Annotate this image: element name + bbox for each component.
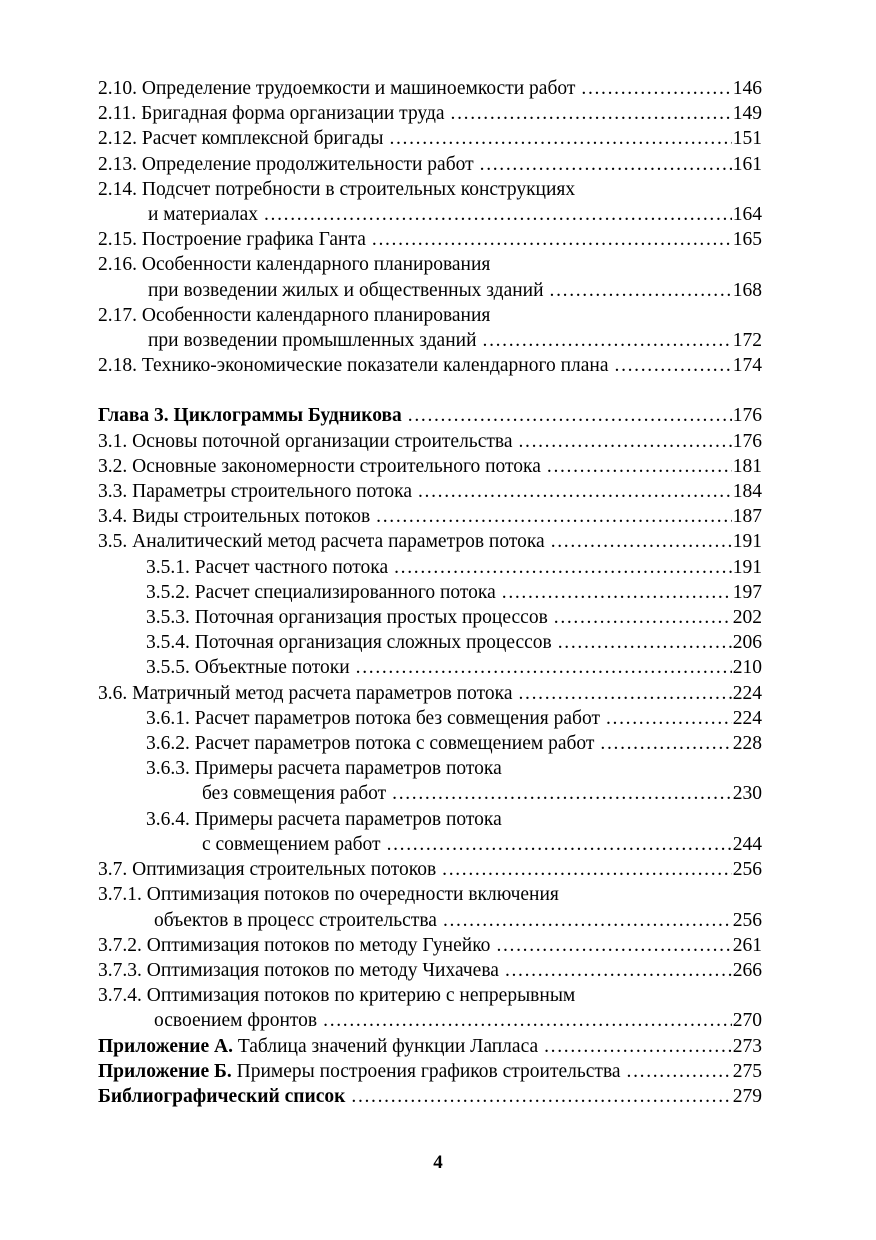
toc-entry-text: 3.5. Аналитический метод расчета параметров потока xyxy=(98,531,545,553)
toc-page-number: 256 xyxy=(732,859,762,881)
toc-entry-title xyxy=(154,1008,317,1033)
toc-entry-text: 3.6.3. Примеры расчета параметров потока xyxy=(146,758,502,780)
toc-page-number: 206 xyxy=(732,632,762,654)
toc-page-number: 184 xyxy=(732,481,762,503)
dot-leader xyxy=(264,202,732,227)
toc-entry[interactable] xyxy=(98,1034,762,1059)
toc-entry-text: 3.7.1. Оптимизация потоков по очередности включения xyxy=(98,884,559,906)
toc-entry[interactable] xyxy=(98,1084,762,1109)
toc-entry-text: 3.4. Виды строительных потоков xyxy=(98,506,371,528)
table-of-contents xyxy=(98,76,762,1109)
toc-entry-text: 2.15. Построение графика Ганта xyxy=(98,229,366,251)
toc-entry[interactable] xyxy=(98,731,762,756)
toc-entry-text: 2.18. Технико-экономические показатели календарного плана xyxy=(98,355,609,377)
dot-leader xyxy=(502,580,732,605)
toc-entry-text: 3.6.1. Расчет параметров потока без совмещения работ xyxy=(146,707,600,729)
toc-entry-title xyxy=(146,605,548,630)
dot-leader xyxy=(480,152,732,177)
toc-entry-text: 3.3. Параметры строительного потока xyxy=(98,481,412,503)
dot-leader xyxy=(581,76,731,101)
toc-page-number: 151 xyxy=(732,128,762,150)
toc-entry[interactable] xyxy=(98,429,762,454)
toc-entry-title xyxy=(98,958,499,983)
toc-entry-title xyxy=(98,479,412,504)
toc-entry[interactable] xyxy=(98,958,762,983)
toc-entry-title xyxy=(98,504,370,529)
toc-entry-title xyxy=(98,101,445,126)
toc-entry-bold-label: Библиографический список xyxy=(98,1085,346,1107)
toc-page-number: 168 xyxy=(732,279,762,301)
toc-entry-text: 3.2. Основные закономерности строительного потока xyxy=(98,455,541,477)
toc-entry-text: Таблица значений функции Лапласа xyxy=(232,1035,539,1057)
toc-entry-title xyxy=(98,353,609,378)
toc-entry[interactable] xyxy=(98,706,762,731)
toc-page-number: 244 xyxy=(732,833,762,855)
toc-entry-text: 3.6. Матричный метод расчета параметров потока xyxy=(98,682,513,704)
toc-entry-title xyxy=(146,655,350,680)
toc-entry-text: 2.11. Бригадная форма организации труда xyxy=(98,103,445,125)
toc-page-number: 270 xyxy=(732,1010,762,1032)
toc-page-number: 172 xyxy=(732,330,762,352)
toc-entry-text: 3.6.4. Примеры расчета параметров потока xyxy=(146,808,502,830)
toc-entry-bold-label: Приложение А. xyxy=(98,1035,233,1057)
toc-entry-text: объектов в процесс строительства xyxy=(154,909,437,931)
dot-leader xyxy=(356,655,732,680)
toc-entry-text: 2.14. Подсчет потребности в строительных конструкциях xyxy=(98,178,576,200)
dot-leader xyxy=(547,454,732,479)
toc-entry-title xyxy=(98,857,436,882)
toc-entry-title xyxy=(146,555,388,580)
dot-leader xyxy=(496,933,731,958)
toc-entry-title xyxy=(146,706,600,731)
toc-entry-text: и материалах xyxy=(148,204,258,226)
toc-entry-title xyxy=(98,403,402,428)
toc-entry-title xyxy=(98,681,513,706)
toc-entry-title xyxy=(146,807,502,832)
toc-entry-text: 2.16. Особенности календарного планирования xyxy=(98,254,491,276)
toc-entry-title xyxy=(98,76,575,101)
toc-entry-text: 3.7.2. Оптимизация потоков по методу Гунейко xyxy=(98,934,491,956)
toc-entry-title xyxy=(98,1059,621,1084)
toc-entry-text: 3.5.1. Расчет частного потока xyxy=(146,556,389,578)
toc-page-number: 161 xyxy=(732,153,762,175)
toc-entry-text: Примеры построения графиков строительства xyxy=(231,1060,621,1082)
toc-page-number: 224 xyxy=(732,707,762,729)
toc-entry[interactable] xyxy=(98,655,762,680)
toc-page-number: 210 xyxy=(732,657,762,679)
section-gap xyxy=(98,378,762,403)
toc-entry[interactable] xyxy=(98,227,762,252)
dot-leader xyxy=(394,555,732,580)
toc-entry-text: 2.17. Особенности календарного планирования xyxy=(98,304,491,326)
dot-leader xyxy=(518,429,731,454)
dot-leader xyxy=(387,832,732,857)
toc-entry-text: 3.7.4. Оптимизация потоков по критерию с непрерывным xyxy=(98,985,576,1007)
toc-entry[interactable] xyxy=(98,555,762,580)
dot-leader xyxy=(372,227,732,252)
toc-entry[interactable] xyxy=(98,504,762,529)
toc-entry-title xyxy=(146,731,594,756)
dot-leader xyxy=(550,278,732,303)
toc-entry-title xyxy=(98,252,490,277)
toc-entry[interactable] xyxy=(98,126,762,151)
toc-entry-title xyxy=(146,756,502,781)
toc-entry-title xyxy=(98,152,474,177)
toc-page-number: 256 xyxy=(732,909,762,931)
toc-entry-title xyxy=(98,983,575,1008)
toc-entry-title xyxy=(146,630,552,655)
dot-leader xyxy=(418,479,732,504)
toc-entry[interactable] xyxy=(98,76,762,101)
toc-page-number: 174 xyxy=(732,355,762,377)
toc-entry-text: 3.5.3. Поточная организация простых процессов xyxy=(146,607,548,629)
toc-entry[interactable] xyxy=(98,983,762,1033)
dot-leader xyxy=(408,403,732,428)
toc-entry-text: без совмещения работ xyxy=(202,783,387,805)
toc-entry-title xyxy=(98,882,559,907)
toc-entry-bold-label: Глава 3. Циклограммы Будникова xyxy=(98,405,402,427)
toc-page-number: 279 xyxy=(732,1085,762,1107)
toc-entry-text: 3.5.4. Поточная организация сложных процессов xyxy=(146,632,552,654)
toc-entry[interactable] xyxy=(98,403,762,428)
toc-entry-text: 3.7. Оптимизация строительных потоков xyxy=(98,859,437,881)
toc-entry-title xyxy=(148,202,258,227)
toc-entry-title xyxy=(98,454,541,479)
toc-page-number: 261 xyxy=(732,934,762,956)
toc-entry[interactable] xyxy=(98,529,762,554)
toc-page-number: 228 xyxy=(732,733,762,755)
toc-entry-title xyxy=(98,429,512,454)
toc-entry[interactable] xyxy=(98,807,762,857)
toc-entry-title xyxy=(146,580,496,605)
toc-entry-title xyxy=(154,908,437,933)
toc-entry[interactable] xyxy=(98,152,762,177)
toc-entry-title xyxy=(148,328,477,353)
dot-leader xyxy=(519,681,732,706)
dot-leader xyxy=(442,857,732,882)
dot-leader xyxy=(558,630,732,655)
toc-entry-title xyxy=(98,303,490,328)
toc-entry-title xyxy=(98,227,366,252)
toc-entry[interactable] xyxy=(98,1059,762,1084)
toc-entry[interactable] xyxy=(98,303,762,353)
toc-entry-text: 3.1. Основы поточной организации строительства xyxy=(98,430,513,452)
toc-entry-title xyxy=(98,126,383,151)
toc-entry-text: 3.5.5. Объектные потоки xyxy=(146,657,350,679)
toc-entry[interactable] xyxy=(98,630,762,655)
dot-leader xyxy=(323,1008,732,1033)
toc-entry-title xyxy=(98,1034,538,1059)
dot-leader xyxy=(483,328,732,353)
toc-entry[interactable] xyxy=(98,177,762,227)
dot-leader xyxy=(389,126,731,151)
dot-leader xyxy=(606,706,732,731)
toc-page-number: 149 xyxy=(732,103,762,125)
toc-page-number: 191 xyxy=(732,531,762,553)
dot-leader xyxy=(376,504,732,529)
toc-entry-text: 2.13. Определение продолжительности работ xyxy=(98,153,474,175)
toc-page-number: 224 xyxy=(732,682,762,704)
toc-page-number: 275 xyxy=(732,1060,762,1082)
dot-leader xyxy=(554,605,732,630)
toc-page-number: 165 xyxy=(732,229,762,251)
toc-entry-text: 3.6.2. Расчет параметров потока с совмещением работ xyxy=(146,733,595,755)
page-number: 4 xyxy=(433,1152,443,1173)
toc-entry-title xyxy=(98,1084,345,1109)
toc-page-number: 181 xyxy=(732,455,762,477)
toc-entry[interactable] xyxy=(98,252,762,302)
dot-leader xyxy=(544,1034,732,1059)
dot-leader xyxy=(627,1059,732,1084)
dot-leader xyxy=(551,529,732,554)
toc-entry[interactable] xyxy=(98,605,762,630)
dot-leader xyxy=(443,908,732,933)
toc-entry-title xyxy=(202,832,381,857)
toc-entry-title xyxy=(98,529,545,554)
toc-page-number: 187 xyxy=(732,506,762,528)
toc-entry-text: с совмещением работ xyxy=(202,833,381,855)
toc-page-number: 202 xyxy=(732,607,762,629)
toc-page-number: 146 xyxy=(732,78,762,99)
toc-entry-text: 3.7.3. Оптимизация потоков по методу Чихачева xyxy=(98,959,499,981)
toc-entry[interactable] xyxy=(98,933,762,958)
toc-entry[interactable] xyxy=(98,681,762,706)
toc-entry-title xyxy=(148,278,544,303)
toc-page-number: 266 xyxy=(732,959,762,981)
toc-entry[interactable] xyxy=(98,756,762,806)
toc-entry-bold-label: Приложение Б. xyxy=(98,1060,232,1082)
toc-entry-title xyxy=(98,933,490,958)
toc-page-number: 176 xyxy=(732,430,762,452)
toc-entry[interactable] xyxy=(98,580,762,605)
toc-entry-text: 2.12. Расчет комплексной бригады xyxy=(98,128,384,150)
toc-entry-text: при возведении промышленных зданий xyxy=(148,330,477,352)
toc-entry-text: освоением фронтов xyxy=(154,1010,318,1032)
toc-entry[interactable] xyxy=(98,454,762,479)
dot-leader xyxy=(505,958,732,983)
toc-entry-title xyxy=(98,177,575,202)
toc-page-number: 273 xyxy=(732,1035,762,1057)
toc-entry[interactable] xyxy=(98,857,762,882)
toc-entry[interactable] xyxy=(98,882,762,932)
toc-entry-title xyxy=(202,781,386,806)
dot-leader xyxy=(615,353,732,378)
toc-page-number: 164 xyxy=(732,204,762,226)
toc-page-number: 191 xyxy=(732,556,762,578)
dot-leader xyxy=(600,731,731,756)
toc-page-number: 230 xyxy=(732,783,762,805)
toc-entry[interactable] xyxy=(98,101,762,126)
dot-leader xyxy=(351,1084,731,1109)
toc-entry-text: 2.10. Определение трудоемкости и машиноемкости работ xyxy=(98,78,576,99)
dot-leader xyxy=(392,781,732,806)
toc-entry[interactable] xyxy=(98,479,762,504)
toc-page-number: 176 xyxy=(732,405,762,427)
toc-page-number: 197 xyxy=(732,581,762,603)
dot-leader xyxy=(451,101,732,126)
toc-entry-text: при возведении жилых и общественных зданий xyxy=(148,279,544,301)
toc-entry-text: 3.5.2. Расчет специализированного потока xyxy=(146,581,496,603)
toc-entry[interactable] xyxy=(98,353,762,378)
